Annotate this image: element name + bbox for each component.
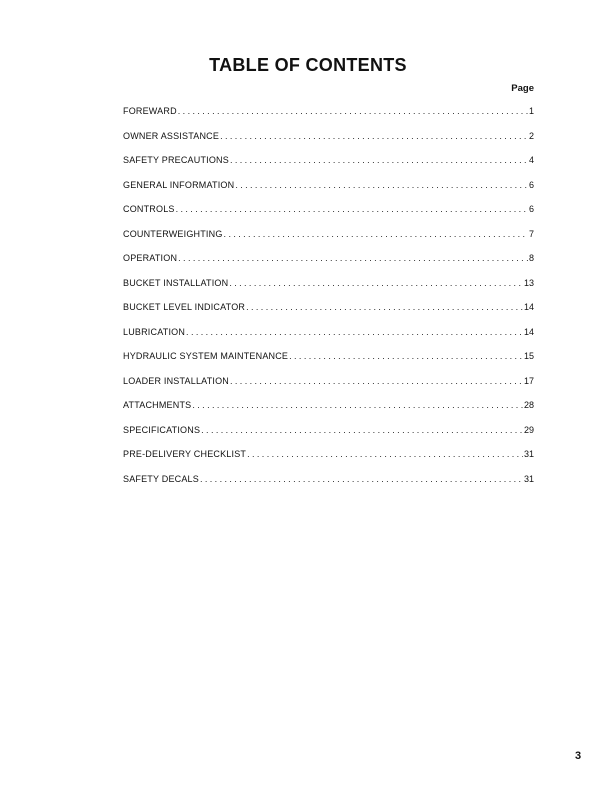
toc-entry-bucket-level-indicator	[123, 302, 534, 327]
toc-entry-title: BUCKET INSTALLATION	[123, 277, 229, 288]
toc-entry-lubrication	[123, 327, 534, 352]
toc-entry-safety-precautions	[123, 155, 534, 180]
toc-entry-loader-installation	[123, 376, 534, 401]
toc-entry-page: 6	[528, 204, 534, 214]
toc-entry-page: 4	[528, 155, 534, 165]
toc-leader-dots	[200, 474, 523, 484]
toc-leader-dots	[201, 425, 523, 435]
toc-entry-page: 15	[523, 351, 534, 361]
toc-entry-owner-assistance	[123, 131, 534, 156]
toc-entry-title: BUCKET LEVEL INDICATOR	[123, 302, 246, 312]
toc-leader-dots	[235, 180, 528, 190]
toc-leader-dots	[220, 131, 528, 141]
toc-entry-page: 13	[523, 277, 534, 288]
toc-leader-dots	[178, 106, 528, 116]
toc-entry-page: 1	[528, 106, 534, 116]
toc-leader-dots	[176, 204, 528, 214]
toc-entry-bucket-installation	[123, 278, 534, 303]
toc-entry-title: SPECIFICATIONS	[123, 424, 201, 435]
toc-entry-page: 8	[528, 253, 534, 263]
toc-entry-page: 7	[528, 228, 534, 239]
toc-entry-page: 31	[523, 449, 534, 459]
toc-entry-attachments	[123, 400, 534, 425]
toc-entry-page: 29	[523, 424, 534, 435]
page-number: 3	[575, 750, 582, 762]
toc-entry-title: ATTACHMENTS	[123, 400, 192, 410]
toc-leader-dots	[229, 278, 523, 288]
toc-entry-title: GENERAL INFORMATION	[123, 179, 235, 190]
toc-entry-page: 31	[523, 473, 534, 484]
toc-entry-title: CONTROLS	[123, 204, 175, 214]
toc-entry-title: LUBRICATION	[123, 326, 186, 337]
toc-leader-dots	[289, 351, 523, 361]
toc-entry-page: 6	[528, 179, 534, 190]
toc-entry-pre-delivery-checklist	[123, 449, 534, 474]
toc-leader-dots	[178, 253, 528, 263]
toc-leader-dots	[186, 327, 523, 337]
page-title: TABLE OF CONTENTS	[209, 55, 407, 75]
toc-leader-dots	[224, 229, 528, 239]
toc-entry-title: FOREWARD	[123, 106, 177, 116]
toc-entry-title: SAFETY PRECAUTIONS	[123, 155, 229, 165]
toc-leader-dots	[230, 155, 528, 165]
toc-entry-title: SAFETY DECALS	[123, 473, 199, 484]
toc-entry-operation	[123, 253, 534, 278]
toc-entry-page: 14	[523, 302, 534, 312]
toc-leader-dots	[246, 302, 523, 312]
toc-entry-title: OPERATION	[123, 253, 178, 263]
toc-entry-foreward	[123, 106, 534, 131]
toc-entry-page: 17	[523, 375, 534, 386]
toc-leader-dots	[192, 400, 523, 410]
toc-entry-title: LOADER INSTALLATION	[123, 375, 229, 386]
toc-leader-dots	[247, 449, 523, 459]
toc-entry-hydraulic-system-maintenance	[123, 351, 534, 376]
toc-entry-counterweighting	[123, 229, 534, 254]
table-of-contents	[123, 106, 534, 498]
toc-entry-title: PRE-DELIVERY CHECKLIST	[123, 449, 247, 459]
toc-entry-safety-decals	[123, 474, 534, 499]
toc-entry-title: COUNTERWEIGHTING	[123, 228, 223, 239]
toc-entry-page: 14	[523, 326, 534, 337]
toc-entry-specifications	[123, 425, 534, 450]
page-column-header: Page	[511, 83, 534, 94]
toc-entry-title: HYDRAULIC SYSTEM MAINTENANCE	[123, 351, 289, 361]
toc-leader-dots	[230, 376, 523, 386]
toc-entry-page: 2	[528, 130, 534, 141]
toc-entry-title: OWNER ASSISTANCE	[123, 130, 220, 141]
toc-entry-page: 28	[523, 400, 534, 410]
toc-entry-controls	[123, 204, 534, 229]
toc-entry-general-information	[123, 180, 534, 205]
